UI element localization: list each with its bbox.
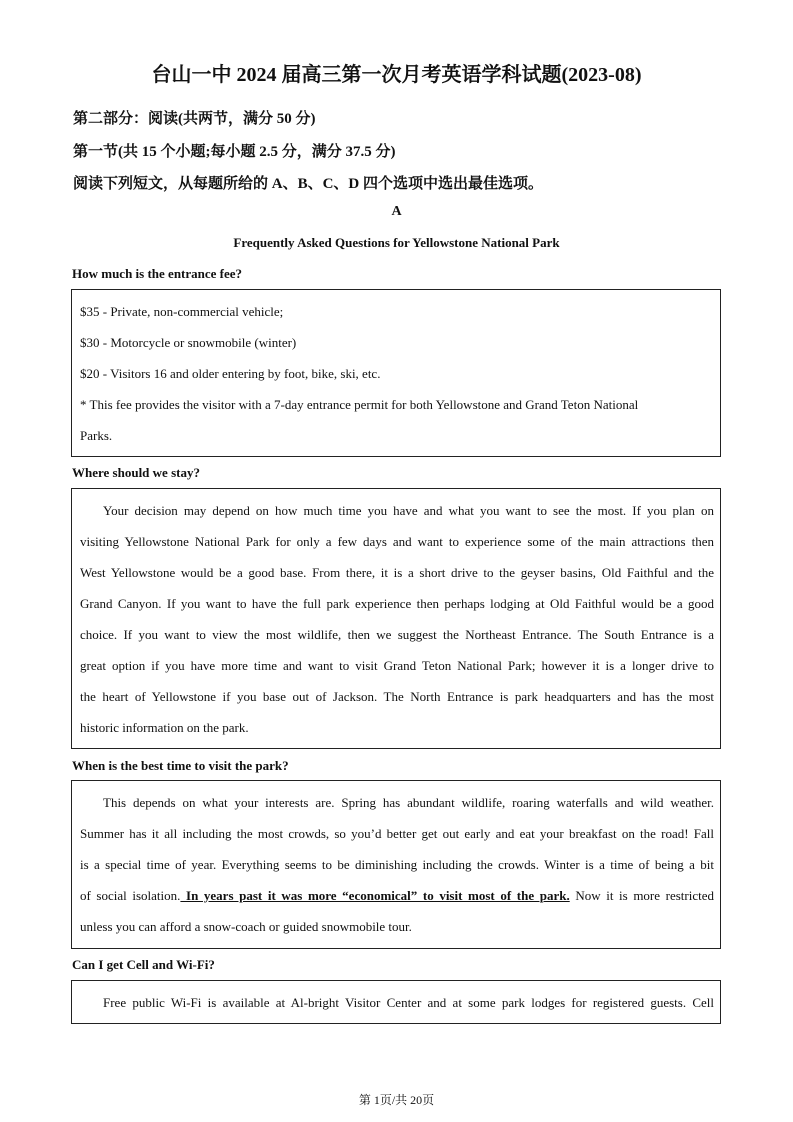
exam-title: 台山一中 2024 届高三第一次月考英语学科试题(2023-08) bbox=[151, 64, 642, 86]
paragraph-line: Free public Wi-Fi is available at Al-bright Visitor Center and at some park lodges for registered guests. Cell bbox=[103, 995, 714, 1010]
part-heading: 第二部分：阅读(共两节，满分 50 分) bbox=[73, 111, 316, 127]
answer-box-where-stay bbox=[71, 488, 721, 749]
question-cell-wifi: Can I get Cell and Wi-Fi? bbox=[72, 957, 215, 972]
text-after-underline: Now it is more restricted bbox=[569, 888, 714, 903]
paragraph-line: Your decision may depend on how much time you have and what you want to see the most. If you plan on bbox=[103, 503, 714, 518]
paragraph-line: choice. If you want to view the most wildlife, then we suggest the Northeast Entrance. The South Entrance is a bbox=[80, 627, 714, 642]
section-heading: 第一节(共 15 个小题;每小题 2.5 分，满分 37.5 分) bbox=[73, 144, 396, 160]
paragraph-line: historic information on the park. bbox=[80, 720, 249, 735]
paragraph-line: the heart of Yellowstone if you base out of Jackson. The North Entrance is park headquarters and has the most bbox=[80, 689, 714, 704]
paragraph-line: is a special time of year. Everything seems to be diminishing including the crowds. Winter is a time of being a bit bbox=[80, 857, 714, 872]
passage-label: A bbox=[391, 204, 402, 219]
paragraph-line: unless you can afford a snow-coach or guided snowmobile tour. bbox=[80, 919, 412, 934]
paragraph-line: great option if you have more time and want to visit Grand Teton National Park; however it is a longer drive to bbox=[80, 658, 714, 673]
answer-box-entrance-fee bbox=[71, 289, 721, 457]
answer-box-best-time bbox=[71, 780, 721, 949]
fee-note: * This fee provides the visitor with a 7-day entrance permit for both Yellowstone and Grand Teton National bbox=[80, 397, 639, 412]
underlined-sentence: In years past it was more “economical” to visit most of the park. bbox=[180, 888, 570, 903]
instruction-text: 阅读下列短文，从每题所给的 A、B、C、D 四个选项中选出最佳选项。 bbox=[73, 176, 544, 192]
text-before-underline: of social isolation. bbox=[80, 888, 181, 903]
passage-title: Frequently Asked Questions for Yellowstone National Park bbox=[233, 235, 560, 250]
question-where-stay: Where should we stay? bbox=[72, 465, 200, 480]
paragraph-line-underlined bbox=[80, 880, 714, 911]
fee-line: $35 - Private, non-commercial vehicle; bbox=[80, 304, 284, 319]
paragraph-line: Summer has it all including the most crowds, so you’d better get out early and eat your breakfast on the road! Fall bbox=[80, 826, 714, 841]
page-footer: 第 1页/共 20页 bbox=[358, 1093, 435, 1107]
question-entrance-fee: How much is the entrance fee? bbox=[72, 266, 243, 281]
paragraph-line: West Yellowstone would be a good base. From there, it is a short drive to the geyser basins, Old Faithful and the bbox=[80, 565, 714, 580]
paragraph-line: Grand Canyon. If you want to have the full park experience then perhaps lodging at Old Faithful would be a good bbox=[80, 596, 714, 611]
paragraph-line: visiting Yellowstone National Park for only a few days and want to experience some of the main attractions then bbox=[80, 534, 714, 549]
question-best-time: When is the best time to visit the park? bbox=[72, 758, 289, 773]
fee-line: $20 - Visitors 16 and older entering by foot, bike, ski, etc. bbox=[80, 366, 381, 381]
answer-box-cell-wifi bbox=[71, 980, 721, 1024]
fee-note: Parks. bbox=[80, 428, 113, 443]
fee-line: $30 - Motorcycle or snowmobile (winter) bbox=[80, 335, 297, 350]
paragraph-line: This depends on what your interests are. Spring has abundant wildlife, roaring waterfalls and wild weather. bbox=[103, 795, 714, 810]
